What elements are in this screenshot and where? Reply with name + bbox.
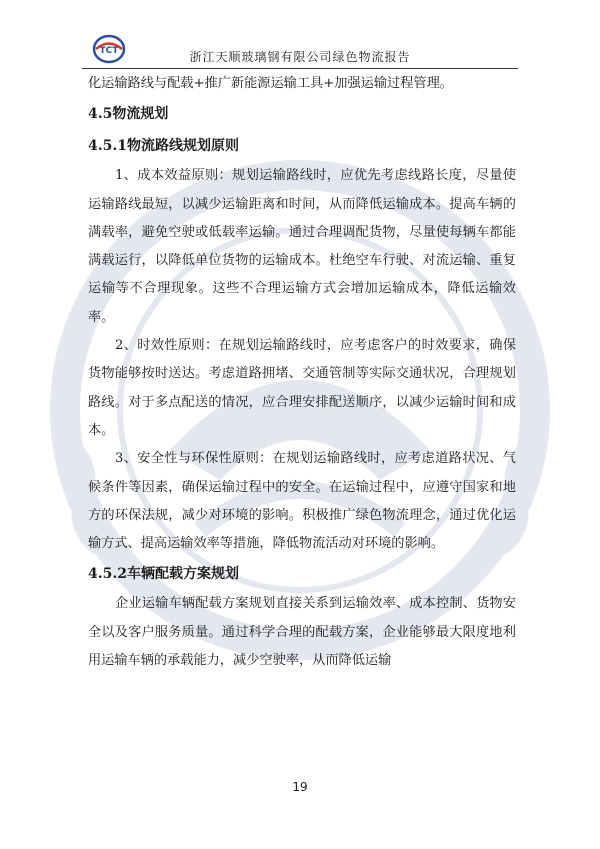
paragraph-vehicle-loading: 企业运输车辆配载方案规划直接关系到运输效率、成本控制、货物安全以及客户服务质量。通过科学合理的配载方案，企业能够最大限度地利用运输车辆的承载能力，减少空驶率，从而降低运输 bbox=[88, 596, 516, 669]
page-number: 19 bbox=[292, 780, 308, 794]
section-heading-4-5: 4.5物流规划 bbox=[88, 106, 169, 123]
section-heading-4-5-1: 4.5.1物流路线规划原则 bbox=[88, 138, 239, 155]
paragraph-safety-environment: 3、安全性与环保性原则：在规划运输路线时，应考虑道路状况、气候条件等因素，确保运输过程中的安全。在运输过程中，应遵守国家和地方的环保法规，减少对环境的影响。积极推广绿色物流理念，通过优化运输方式、提高运输效率等措施，降低物流活动对环境的影响。 bbox=[88, 451, 516, 552]
svg-text:TCT: TCT bbox=[99, 46, 119, 56]
document-body bbox=[88, 70, 516, 675]
paragraph-timeliness: 2、时效性原则：在规划运输路线时，应考虑客户的时效要求，确保货物能够按时送达。考虑道路拥堵、交通管制等实际交通状况，合理规划路线。对于多点配送的情况，应合理安排配送顺序，以减少运输时间和成本。 bbox=[88, 338, 516, 438]
header-title: 浙江天顺玻璃钢有限公司绿色物流报告 bbox=[189, 50, 411, 64]
page-header bbox=[82, 34, 518, 69]
paragraph-cost-efficiency: 1、成本效益原则：规划运输路线时，应优先考虑线路长度，尽量使运输路线最短，以减少运输距离和时间，从而降低运输成本。提高车辆的满载率，避免空驶或低载率运输。通过合理调配货物，尽量使每辆车都能满载运行，以降低单位货物的运输成本。杜绝空车行驶、对流运输、重复运输等不合理现象。这些不合理运输方式会增加运输成本，降低运输效率。 bbox=[88, 168, 516, 325]
section-heading-4-5-2: 4.5.2车辆配载方案规划 bbox=[88, 566, 239, 583]
continuation-paragraph: 化运输路线与配载+推广新能源运输工具+加强运输过程管理。 bbox=[88, 76, 453, 91]
